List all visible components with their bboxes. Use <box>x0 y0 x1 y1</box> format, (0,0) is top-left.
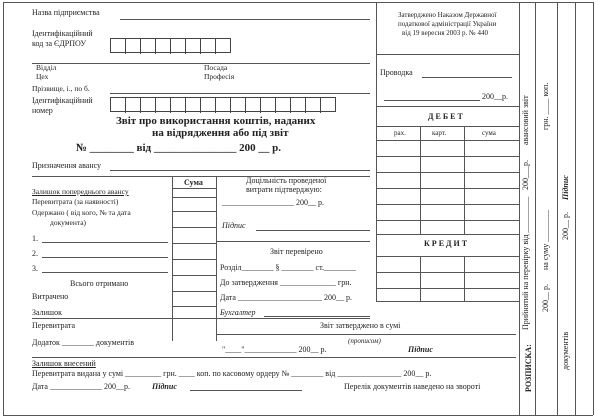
position-label: Посада <box>204 63 228 72</box>
edrpou-label-1: Ідентифікаційний <box>32 29 93 38</box>
docs-list-label: Перелік документів наведено на звороті <box>344 382 481 391</box>
section-line: Розділ________ § ________ ст.________ <box>220 263 356 272</box>
edrpou-label-2: код за ЄДРПОУ <box>32 39 86 48</box>
shop-label: Цех <box>36 72 49 81</box>
receipt-r200: 200___р. <box>521 160 530 190</box>
total-received-label: Всього отримано <box>70 279 129 288</box>
receipt-title: РОЗПИСКА: <box>524 344 533 392</box>
bottom-date: Дата _____________ 200__р. <box>32 382 130 391</box>
receipt-advance: авансовий звіт <box>521 95 530 145</box>
posting-label: Проводка <box>380 68 413 77</box>
signature-label: Підпис <box>222 221 246 230</box>
approved-order-2: податкової адміністрації України <box>398 20 497 28</box>
row-3: 3. <box>32 264 38 273</box>
right-border <box>593 2 594 415</box>
col-rah: рах. <box>394 129 406 137</box>
sum-header: Сума <box>184 178 203 187</box>
balance-label: Залишок <box>32 308 62 317</box>
dept-label: Відділ <box>36 63 57 72</box>
accountant-label: Бухгалтер <box>220 308 256 317</box>
bottom-signature: Підпис <box>152 382 177 391</box>
debit-header: Д Е Б Е Т <box>428 112 463 121</box>
purpose-label: Призначення авансу <box>32 161 102 170</box>
company-label: Назва підприємства <box>32 8 100 17</box>
balance-prev-label: Залишок попереднього авансу <box>32 187 129 196</box>
sum-col-right <box>216 176 217 341</box>
approve-line: До затвердження ______________ грн. <box>220 278 352 287</box>
received-label-1: Одержано ( від кого, № та дата <box>32 208 131 217</box>
credit-header: К Р Е Д И Т <box>424 239 468 248</box>
bottom-border <box>3 415 593 416</box>
confirm-date: __________________ 200__ р. <box>222 198 324 207</box>
receipt-signature: Підпис <box>561 175 570 200</box>
report-number-line: № ________ від _______________ 200 __ р. <box>76 142 281 154</box>
overspend-prev-label: Перевитрата (за наявності) <box>32 197 119 206</box>
received-label-2: документа) <box>50 218 87 227</box>
name-line <box>110 93 370 94</box>
approved-date: "____"_____________ 200__ р. <box>222 345 327 354</box>
purpose-line <box>110 170 370 171</box>
approved-sum-label: Звіт затверджено в сумі <box>320 321 401 330</box>
row-2: 2. <box>32 249 38 258</box>
confirm-label-2: витрати підтверджую: <box>246 185 322 194</box>
attachment-label: Додаток ________ документів <box>32 338 135 347</box>
receipt-in-sum: на суму ________ <box>541 209 550 270</box>
posting-date: 200__р. <box>482 92 508 101</box>
dept-line <box>32 63 370 64</box>
overspend-label: Перевитрата <box>32 321 76 330</box>
approved-order-1: Затверджено Наказом Державної <box>398 11 497 19</box>
row-1: 1. <box>32 234 38 243</box>
signature-bold: Підпис <box>408 345 433 354</box>
col-suma: сума <box>482 129 496 137</box>
receipt-documents: документів <box>561 331 570 370</box>
receipt-accepted: Прийнятий на перевірку від _________ <box>521 196 530 330</box>
confirm-label-1: Доцільність проведеної <box>246 176 327 185</box>
name-label: Прізвище, і., по б. <box>32 84 90 93</box>
profession-label: Професія <box>204 72 235 81</box>
receipt-year: 200__ р. <box>541 284 550 312</box>
company-line <box>120 19 370 20</box>
id-label-1: Ідентифікаційний <box>32 96 93 105</box>
approved-order-3: від 19 вересня 2003 р. № 440 <box>402 29 488 37</box>
receipt-grn: грн. ____ коп. <box>541 82 550 130</box>
col-kart: карт. <box>432 129 447 137</box>
top-border <box>3 2 593 3</box>
checked-label: Звіт перевірено <box>270 247 323 256</box>
report-title-1: Звіт про використання коштів, наданих <box>116 115 316 127</box>
balance-returned-label: Залишок внесений <box>32 359 96 368</box>
receipt-year-2: 200__ р. <box>561 212 570 240</box>
spent-label: Витрачено <box>32 292 69 301</box>
receipt-divider <box>519 2 520 415</box>
overspend-issued-line: Перевитрата видана у сумі _________ грн. ____ коп. по касовому ордеру № ________ від ________________ 200__ р. <box>32 369 432 378</box>
edrpou-code-boxes[interactable] <box>110 38 231 53</box>
in-words-label: (прописом) <box>348 337 381 345</box>
date-line: Дата _____________________ 200__ р. <box>220 293 352 302</box>
report-title-2: на відрядження або під звіт <box>152 127 289 139</box>
id-number-boxes[interactable] <box>110 97 336 112</box>
id-label-2: номер <box>32 106 53 115</box>
left-border <box>3 2 4 415</box>
